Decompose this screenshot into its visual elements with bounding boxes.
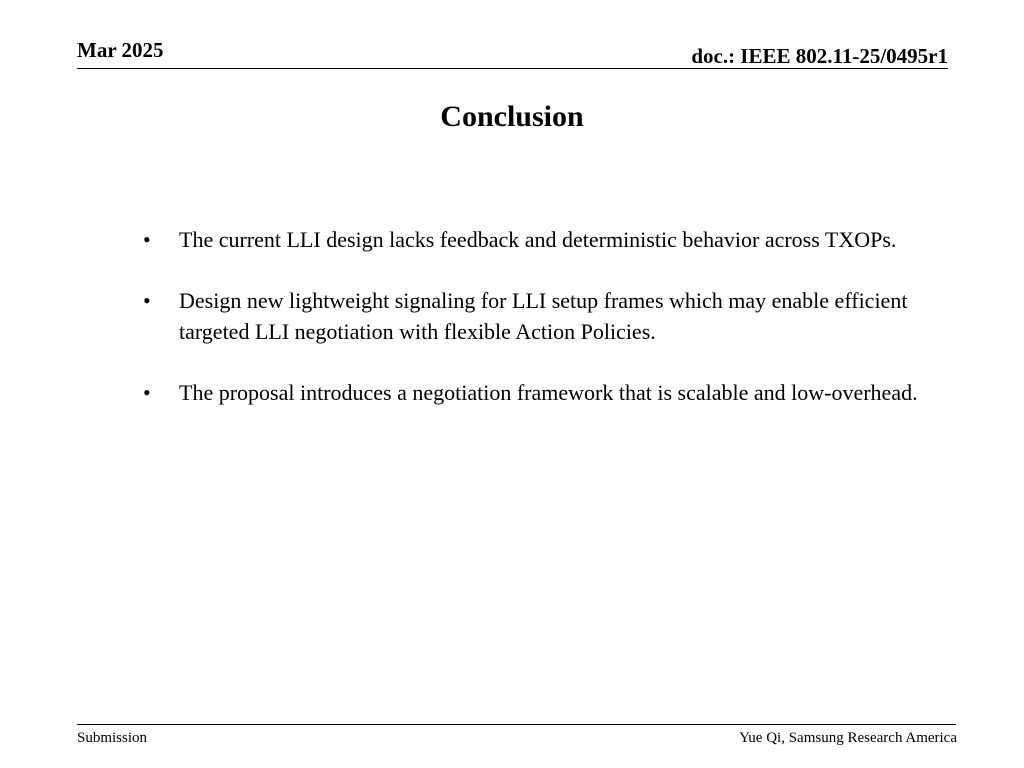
bullet-item [143,224,923,255]
bullet-item [143,285,923,347]
bullet-marker: • [143,380,151,405]
slide-title: Conclusion [440,100,584,133]
bullet-marker: • [143,227,151,252]
bullet-item [143,377,923,408]
bullet-text: Design new lightweight signaling for LLI setup frames which may enable efficient targeted LLI negotiation with flexible Action Policies. [179,288,908,344]
footer-submission: Submission [77,730,148,746]
footer-divider [77,724,956,725]
bullet-text: The proposal introduces a negotiation framework that is scalable and low-overhead. [179,380,918,405]
bullet-list [143,224,923,438]
header-doc-id: doc.: IEEE 802.11-25/0495r1 [691,44,948,68]
header-date: Mar 2025 [77,38,164,62]
bullet-marker: • [143,288,151,313]
footer-author: Yue Qi, Samsung Research America [739,730,957,746]
header-divider [77,68,948,69]
bullet-text: The current LLI design lacks feedback and deterministic behavior across TXOPs. [179,227,897,252]
